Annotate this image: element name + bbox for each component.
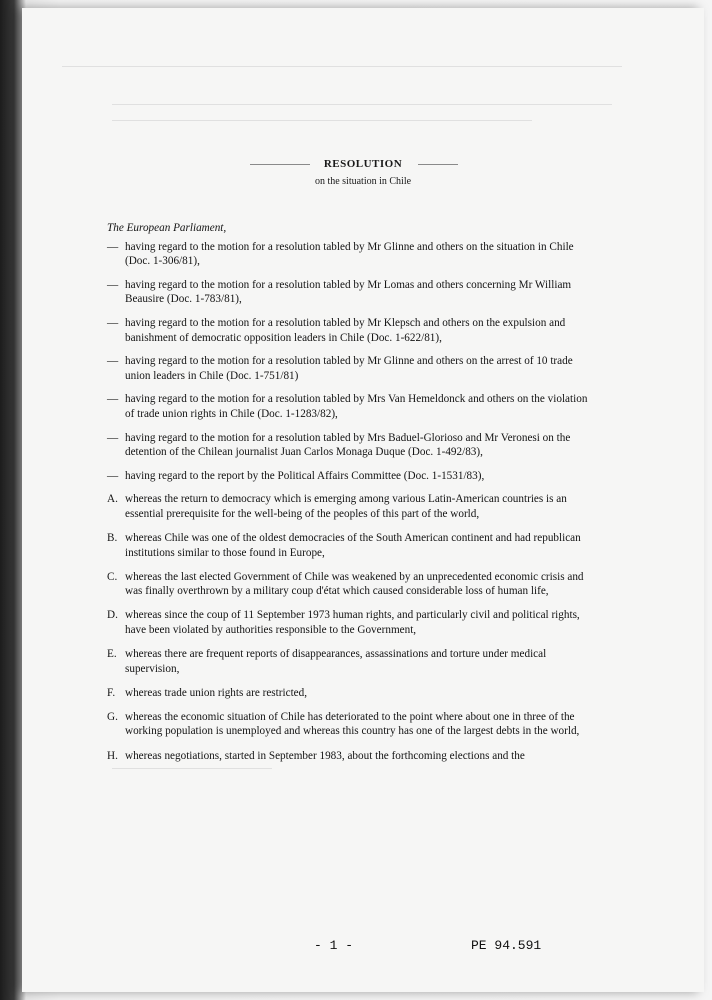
resolution-body (107, 221, 597, 773)
recital-text: having regard to the motion for a resolution tabled by Mrs Van Hemeldonck and others on the violation of trade union rights in Chile (Doc. 1-1283/82), (125, 393, 588, 420)
recital-item (107, 316, 597, 345)
recital-item (107, 240, 597, 269)
recital-text: having regard to the motion for a resolution tabled by Mr Lomas and others concerning Mr William Beausire (Doc. 1-783/81), (125, 278, 572, 306)
bleed-through-header-rule (62, 66, 622, 67)
consideration-letter: F. (107, 686, 116, 699)
recital-item (107, 392, 597, 421)
consideration-item (107, 686, 597, 701)
resolution-intro: The European Parliament, (107, 222, 227, 234)
consideration-letter: G. (107, 710, 118, 723)
consideration-item (107, 749, 597, 764)
consideration-item (107, 531, 597, 560)
consideration-letter: H. (107, 749, 118, 762)
page-number: - 1 - (314, 938, 354, 953)
recital-dash: — (107, 355, 119, 368)
recital-dash: — (107, 431, 119, 444)
recital-text: having regard to the motion for a resolution tabled by Mr Glinne and others on the arrest of 10 trade union leaders in Chile (Doc. 1-751/81) (125, 355, 573, 382)
consideration-item (107, 710, 597, 739)
consideration-text: whereas trade union rights are restricted, (125, 686, 308, 699)
recital-text: having regard to the report by the Political Affairs Committee (Doc. 1-1531/83), (125, 469, 485, 482)
consideration-text: whereas the last elected Government of Chile was weakened by an unprecedented economic crisis and was finally overthrown by a military coup d'état which caused considerable loss of human life, (125, 570, 584, 598)
consideration-item (107, 608, 597, 637)
recital-dash: — (107, 278, 119, 291)
consideration-item (107, 570, 597, 599)
document-subtitle: on the situation in Chile (314, 176, 412, 187)
recital-item (107, 278, 597, 307)
consideration-text: whereas Chile was one of the oldest democracies of the South American continent and had republican institutions similar to those found in Europe, (125, 532, 581, 559)
consideration-letter: B. (107, 532, 118, 544)
document-reference: PE 94.591 (471, 938, 542, 953)
bleed-through-line (112, 120, 532, 121)
consideration-text: whereas negotiations, started in September 1983, about the forthcoming elections and the (125, 749, 525, 762)
recital-item (107, 354, 597, 383)
consideration-text: whereas since the coup of 11 September 1973 human rights, and particularly civil and political rights, have been violated by authorities responsible to the Government, (125, 609, 580, 636)
consideration-text: whereas the economic situation of Chile has deteriorated to the point where about one in three of the working population is unemployed and whereas this country has one of the largest debts in the world, (125, 710, 580, 738)
consideration-letter: A. (107, 493, 118, 506)
document-title: RESOLUTION (323, 158, 403, 170)
recital-text: having regard to the motion for a resolution tabled by Mr Glinne and others on the situation in Chile (Doc. 1-306/81), (125, 240, 574, 268)
consideration-item (107, 492, 597, 521)
document-page (22, 8, 704, 992)
recital-dash: — (107, 316, 119, 329)
consideration-text: whereas there are frequent reports of disappearances, assassinations and torture under medical supervision, (125, 648, 547, 675)
consideration-letter: E. (107, 648, 117, 661)
recital-item (107, 469, 597, 484)
recital-dash: — (107, 469, 119, 482)
recital-text: having regard to the motion for a resolution tabled by Mr Klepsch and others on the expulsion and banishment of democratic opposition leaders in Chile (Doc. 1-622/81), (125, 316, 566, 344)
consideration-letter: C. (107, 570, 118, 583)
recital-item (107, 431, 597, 460)
consideration-letter: D. (107, 609, 118, 622)
recital-text: having regard to the motion for a resolution tabled by Mrs Baduel-Glorioso and Mr Veronesi on the detention of the Chilean journalist Juan Carlos Monaga Duque (Doc. 1-492/83), (125, 431, 571, 459)
consideration-item (107, 647, 597, 676)
bleed-through-line (112, 104, 612, 105)
recital-dash: — (107, 240, 119, 253)
recital-dash: — (107, 393, 119, 406)
consideration-text: whereas the return to democracy which is emerging among various Latin-American countries is an essential prerequisite for the well-being of the peoples of this part of the world, (125, 493, 567, 520)
